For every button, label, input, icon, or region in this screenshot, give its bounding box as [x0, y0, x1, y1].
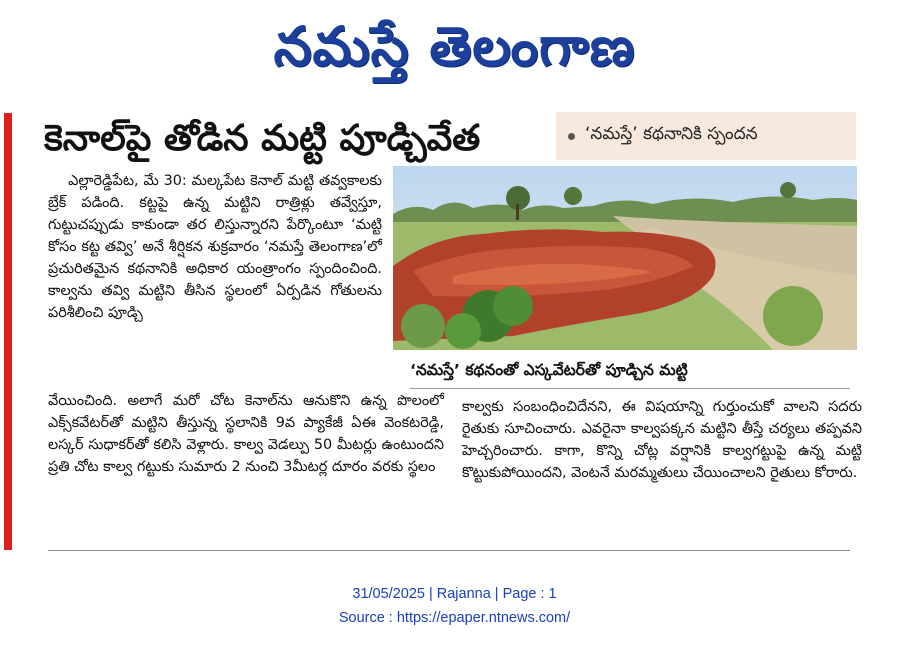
article-body-left-top: ఎల్లారెడ్డిపేట, మే 30: మల్కపేట కెనాల్ మట్టి తవ్వకాలకు బ్రేక్ పడింది. కట్టపై ఉన్న మట్టిని రాత్రిళ్లు తవ్వేస్తూ, గుట్టుచప్పుడు కాకుండా తర లిస్తున్నారని పేర్కొంటూ ‘మట్టి కోసం కట్ట తవ్వి’ అనే శీర్షికన శుక్రవారం ‘నమస్తే తెలంగాణ’లో ప్రచురితమైన కథనానికి అధికార యంత్రాంగం స్పందించింది. కాల్వను తవ్వి మట్టిని తీసిన స్థలంలో ఏర్పడిన గోతులను పరిశీలించి పూడ్చి	[48, 173, 382, 321]
footer-source-link[interactable]: Source : https://epaper.ntnews.com/	[338, 610, 571, 626]
subhead-text: ‘నమస్తే’ కథనానికి స్పందన	[585, 124, 758, 144]
article-body-left-bottom: వేయించింది. అలాగే మరో చోట కెనాల్‌ను ఆనుకొని ఉన్న పొలంలో ఎక్స్‌కవేటర్‌తో మట్టిని తీస్తున్న స్థలానికి 9వ ప్యాకేజీ ఏఈ వెంకటరెడ్డి, లస్కర్ సుధాకర్‌తో కలిసి వెళ్లారు. కాల్వ వెడల్పు 50 మీటర్లు ఉంటుందని ప్రతి చోట కాల్వ గట్టుకు సుమారు 2 నుంచి 3మీటర్ల దూరం వరకు స్థలం	[48, 393, 444, 475]
masthead-title: నమస్తే తెలంగాణ	[273, 14, 636, 78]
newspaper-masthead	[0, 6, 909, 86]
article-subhead	[556, 112, 856, 160]
bullet-icon	[568, 133, 575, 140]
footer-divider	[48, 550, 850, 551]
photo-excavated-soil-canal	[393, 166, 857, 350]
footer-date-edition: 31/05/2025 | Rajanna | Page : 1	[352, 586, 557, 602]
photo-caption: ‘నమస్తే’ కథనంతో ఎస్కవేటర్‌తో పూడ్చిన మట్టి	[410, 352, 850, 389]
article-body-right-bottom: కాల్వకు సంబంధించిదేనని, ఈ విషయాన్ని గుర్తుంచుకో వాలని సదరు రైతుకు సూచించారు. ఎవరైనా కాల్వపక్కన మట్టిని తీస్తే చర్యలు తప్పవని హెచ్చరించారు. కాగా, కొన్ని చోట్ల వర్షానికి కాల్వగట్టుపై ఉన్న మట్టి కొట్టుకుపోయిందని, వెంటనే మరమ్మతులు చేయించాలని రైతులు కోరారు.	[462, 399, 862, 481]
clipping-red-border	[4, 113, 12, 550]
article-headline: కెనాల్‌పై తోడిన మట్టి పూడ్చివేత	[44, 118, 481, 159]
article-photo	[393, 166, 857, 350]
